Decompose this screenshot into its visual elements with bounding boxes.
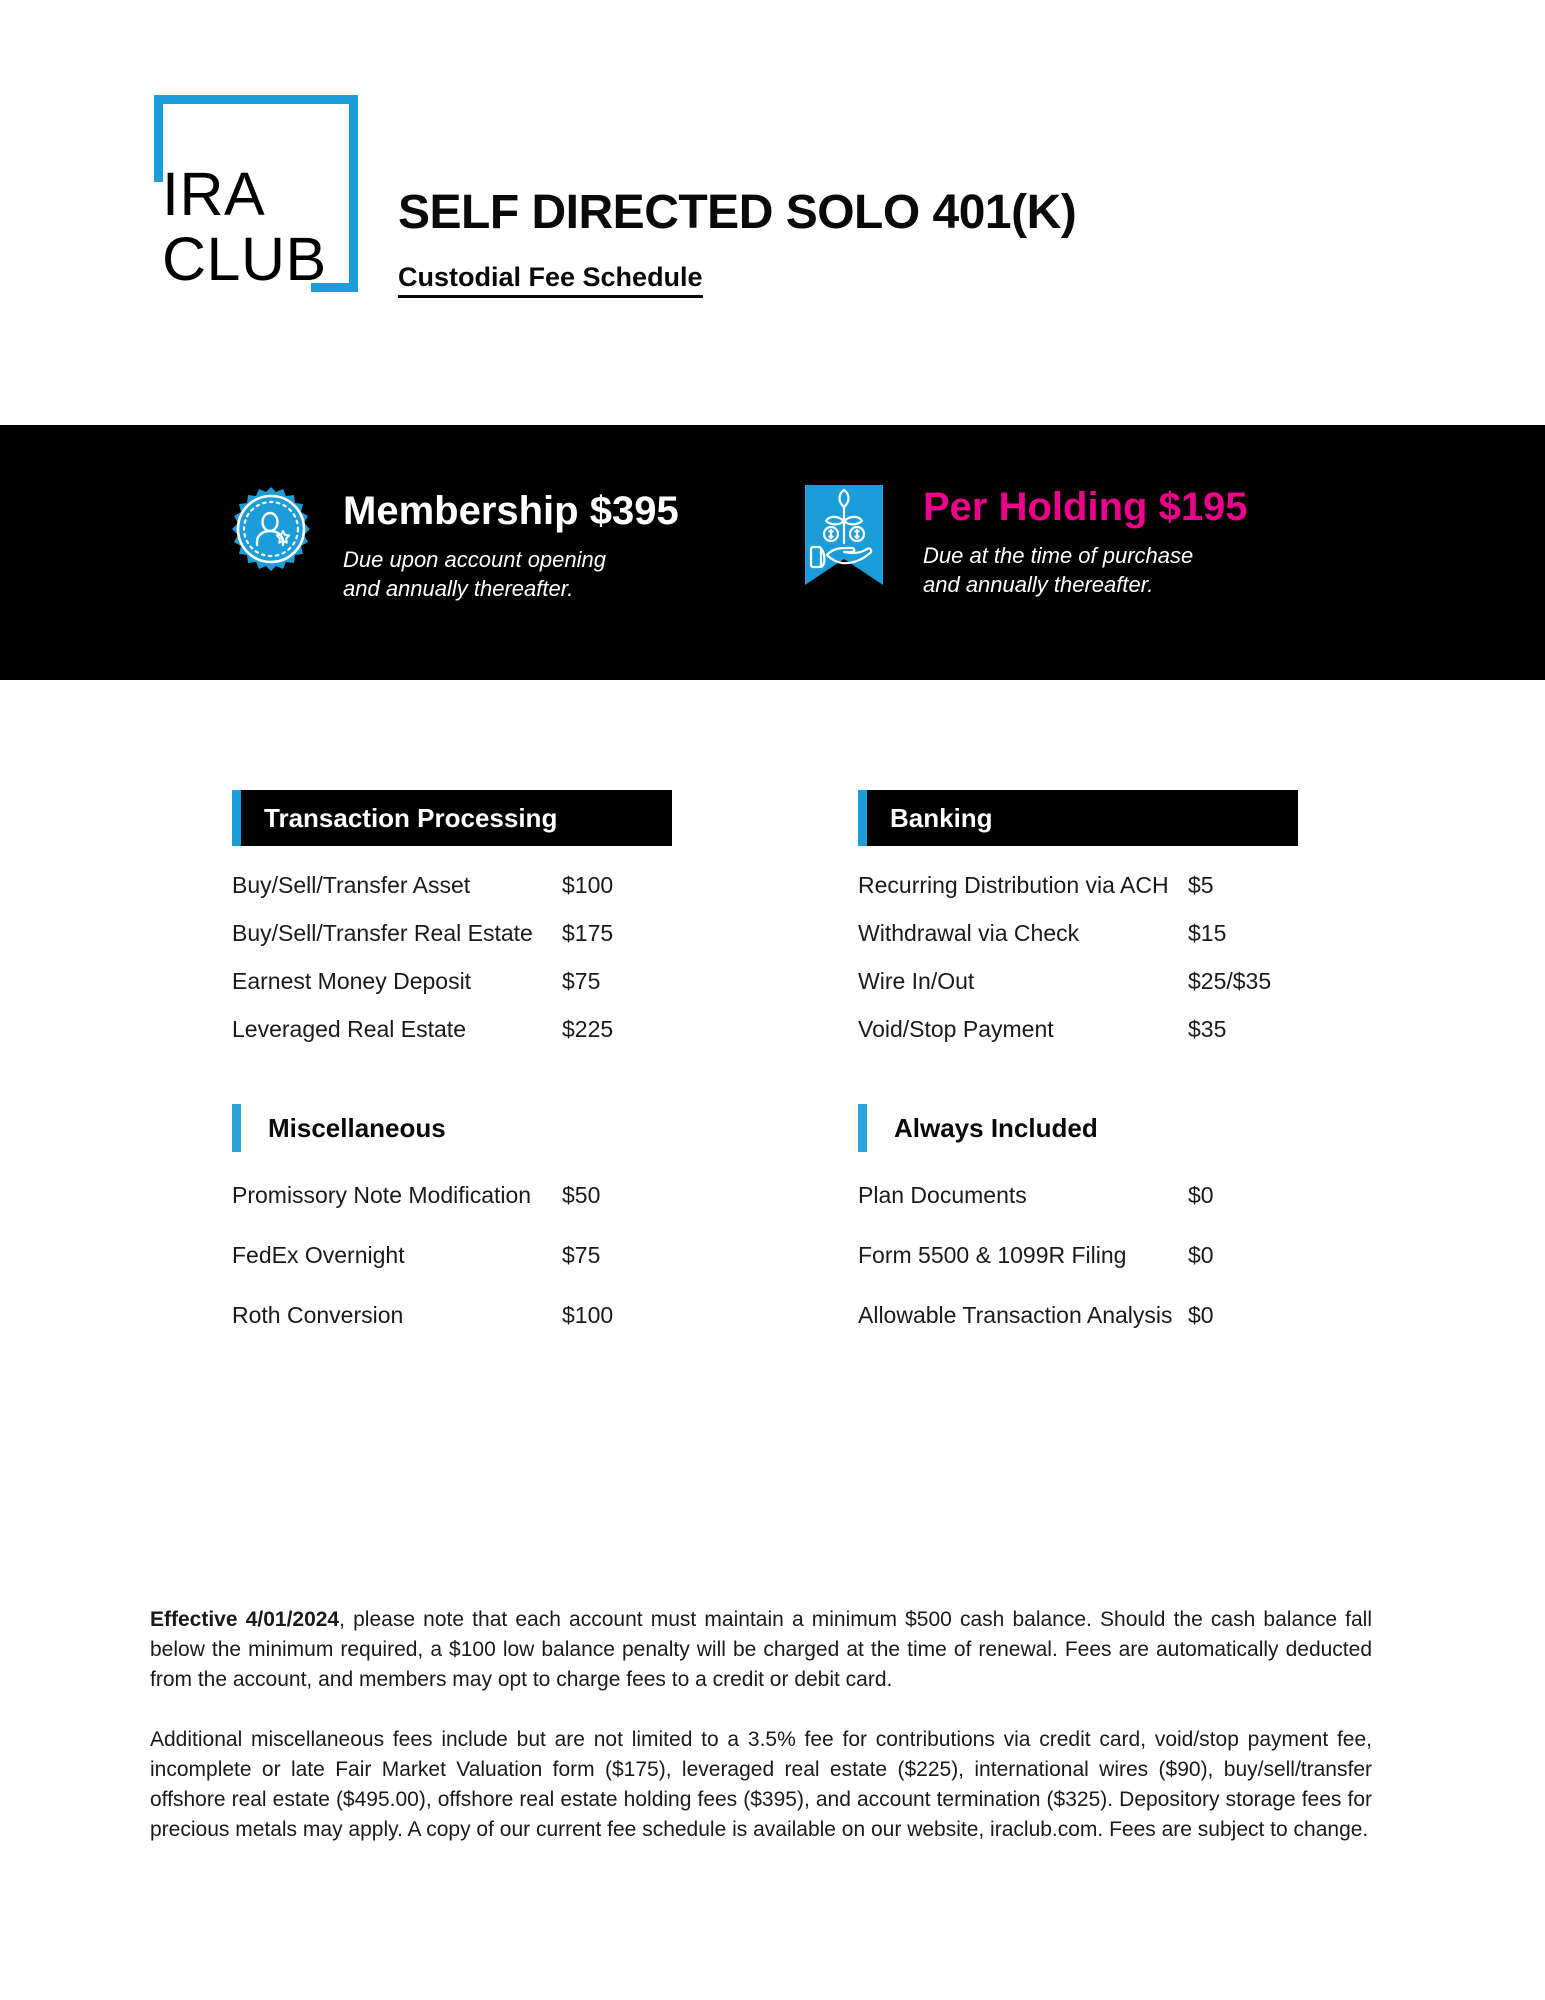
page-subtitle: Custodial Fee Schedule bbox=[398, 261, 703, 298]
section-title-always-included: Always Included bbox=[894, 1113, 1098, 1143]
fee-name: Promissory Note Modification bbox=[232, 1182, 532, 1208]
fee-price: $15 bbox=[1188, 920, 1227, 946]
fee-price: $25/$35 bbox=[1188, 968, 1272, 994]
column-spacer bbox=[232, 1064, 712, 1100]
hand-plant-ribbon-icon bbox=[805, 485, 897, 589]
ira-club-logo bbox=[148, 95, 358, 295]
section-accent-bar bbox=[858, 1104, 867, 1152]
footer-paragraph-2: Additional miscellaneous fees include but are not limited to a 3.5% fee for contributions via credit card, void/stop payment fee, incomplete or late Fair Market Valuation form ($175), leveraged real estate ($225), international wires ($90), buy/sell/transfer offshore real estate ($495.00), offshore real estate holding fees ($395), and account termination ($325). Depository storage fees for precious metals may apply. A copy of our current fee schedule is available on our website, iraclub.com. Fees are subject to change. bbox=[150, 1728, 1372, 1841]
footer-paragraph-1-rest: , please note that each account must maintain a minimum $500 cash balance. Should the cash balance fall below the minimum required, a $100 low balance penalty will be charged at the time of renewal. Fees are automatically deducted from the account, and members may opt to charge fees to a credit or debit card. bbox=[150, 1608, 1372, 1691]
membership-text-block bbox=[343, 487, 803, 603]
fee-name: FedEx Overnight bbox=[232, 1242, 405, 1268]
page-title: SELF DIRECTED SOLO 401(K) bbox=[398, 186, 1077, 239]
per-holding-note-line2: and annually thereafter. bbox=[923, 572, 1154, 597]
table-row bbox=[858, 1302, 1338, 1362]
fee-price: $100 bbox=[562, 1302, 614, 1328]
column-spacer bbox=[858, 1064, 1338, 1100]
membership-badge-icon bbox=[225, 485, 317, 589]
fee-price: $0 bbox=[1188, 1302, 1214, 1328]
section-accent-bar bbox=[858, 790, 867, 846]
membership-note bbox=[343, 545, 803, 603]
document-header bbox=[0, 0, 1545, 425]
footer-notes bbox=[150, 1605, 1372, 1845]
table-row bbox=[858, 1016, 1338, 1064]
table-row bbox=[858, 872, 1338, 920]
fee-list-always-included bbox=[858, 1182, 1338, 1362]
table-row bbox=[232, 872, 712, 920]
table-row bbox=[858, 1182, 1338, 1242]
section-title-miscellaneous: Miscellaneous bbox=[268, 1113, 446, 1143]
table-row bbox=[858, 968, 1338, 1016]
per-holding-text-block bbox=[923, 483, 1353, 599]
logo-bracket-right bbox=[349, 95, 358, 292]
fee-column-left bbox=[232, 790, 712, 1362]
membership-note-line2: and annually thereafter. bbox=[343, 576, 574, 601]
fee-price: $100 bbox=[562, 872, 614, 898]
fee-price: $175 bbox=[562, 920, 614, 946]
table-row bbox=[858, 1242, 1338, 1302]
fee-name: Buy/Sell/Transfer Real Estate bbox=[232, 920, 533, 946]
membership-note-line1: Due upon account opening bbox=[343, 547, 606, 572]
section-accent-bar bbox=[232, 1104, 241, 1152]
fee-list-miscellaneous bbox=[232, 1182, 712, 1362]
membership-heading: Membership $395 bbox=[343, 489, 679, 533]
fee-name: Allowable Transaction Analysis bbox=[858, 1302, 1173, 1328]
fee-price: $75 bbox=[562, 968, 601, 994]
table-row bbox=[232, 920, 712, 968]
section-title-transaction-processing: Transaction Processing bbox=[264, 803, 558, 833]
per-holding-heading: Per Holding $195 bbox=[923, 485, 1248, 529]
section-accent-bar bbox=[232, 790, 241, 846]
logo-text-club: CLUB bbox=[162, 225, 327, 293]
fee-price: $0 bbox=[1188, 1242, 1214, 1268]
section-title-banking: Banking bbox=[890, 803, 993, 833]
fee-name: Buy/Sell/Transfer Asset bbox=[232, 872, 471, 898]
fee-name: Plan Documents bbox=[858, 1182, 1027, 1208]
fee-name: Earnest Money Deposit bbox=[232, 968, 472, 994]
fee-name: Void/Stop Payment bbox=[858, 1016, 1054, 1042]
footer-paragraph-1 bbox=[150, 1605, 1372, 1695]
logo-text-ira: IRA bbox=[162, 160, 266, 228]
fee-price: $5 bbox=[1188, 872, 1214, 898]
section-header-miscellaneous bbox=[232, 1100, 712, 1156]
fee-name: Leveraged Real Estate bbox=[232, 1016, 466, 1042]
section-header-always-included bbox=[858, 1100, 1338, 1156]
fee-name: Wire In/Out bbox=[858, 968, 975, 994]
table-row bbox=[232, 1302, 712, 1362]
section-header-banking bbox=[858, 790, 1298, 846]
fee-name: Withdrawal via Check bbox=[858, 920, 1080, 946]
fee-price: $225 bbox=[562, 1016, 614, 1042]
title-block bbox=[398, 185, 1398, 298]
table-row bbox=[232, 1016, 712, 1064]
per-holding-note-line1: Due at the time of purchase bbox=[923, 543, 1194, 568]
fee-name: Form 5500 & 1099R Filing bbox=[858, 1242, 1127, 1268]
fee-name: Recurring Distribution via ACH bbox=[858, 872, 1169, 898]
fee-list-transaction-processing bbox=[232, 872, 712, 1064]
logo-bracket-top bbox=[154, 95, 358, 104]
table-row bbox=[858, 920, 1338, 968]
per-holding-note bbox=[923, 541, 1353, 599]
fee-price: $50 bbox=[562, 1182, 601, 1208]
fee-name: Roth Conversion bbox=[232, 1302, 404, 1328]
pricing-banner bbox=[0, 425, 1545, 680]
fee-column-right bbox=[858, 790, 1338, 1362]
fee-price: $35 bbox=[1188, 1016, 1227, 1042]
table-row bbox=[232, 1242, 712, 1302]
fee-price: $0 bbox=[1188, 1182, 1214, 1208]
effective-date-label: Effective 4/01/2024 bbox=[150, 1608, 340, 1631]
section-header-transaction-processing bbox=[232, 790, 672, 846]
table-row bbox=[232, 968, 712, 1016]
fee-price: $75 bbox=[562, 1242, 601, 1268]
table-row bbox=[232, 1182, 712, 1242]
fee-list-banking bbox=[858, 872, 1338, 1064]
